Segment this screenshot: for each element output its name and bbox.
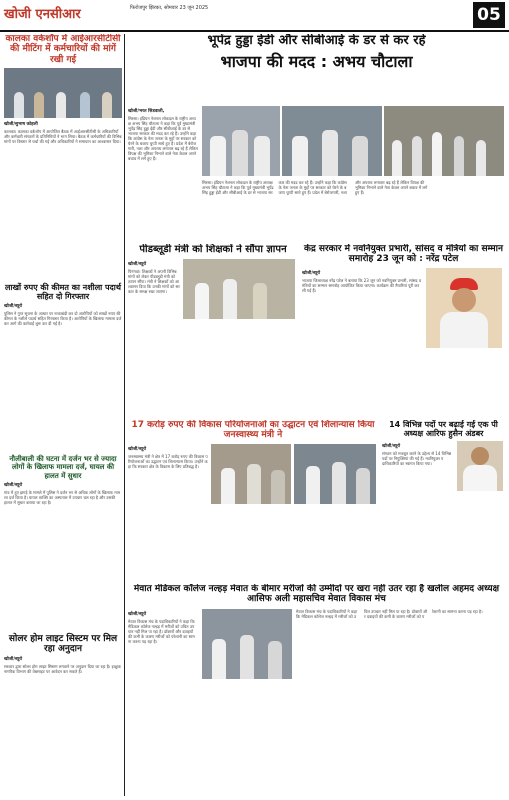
main-headline-block: [128, 34, 505, 104]
left-bottom-text: सरकार द्वारा सोलर होम लाइट सिस्टम लगवाने पर अनुदान दिया जा रहा है। इच्छुक नागरिक विभाग की वेबसाइट पर आवेदन कर सकते हैं।: [4, 664, 121, 675]
medical-headline: मेवात मेडिकल कॉलेज नल्हड़ मेवात के बीमार मरीजों की उम्मीदों पर खरा नहीं उतर रहा है खलील अहमद अध्यक्ष आसिफ अली महासचिव मेवात विकास मंच: [133, 584, 500, 605]
left-bottom-headline: सोलर होम लाइट सिस्टम पर मिल रहा अनुदान: [8, 633, 118, 654]
medical-text: मेवात विकास मंच के पदाधिकारियों ने कहा कि मेडिकल कॉलेज नल्हड़ में मरीजों को उचित उपचार नहीं मिल पा रहा है। डॉक्टरों और दवाइयों की कमी के कारण मरीजों को परेशानी का सामना करना पड़ रहा है।: [128, 618, 195, 644]
left-low-text: गांव में हुए झगड़े के मामले में पुलिस ने दर्जन भर से अधिक लोगों के खिलाफ मामला दर्ज किया है। घायल व्यक्ति का अस्पताल में उपचार चल रहा है और उसकी हालत में सुधार बताया जा रहा है।: [4, 489, 121, 505]
pwd-story: [128, 244, 298, 414]
left-column: [4, 34, 122, 794]
left-top-byline: खोजी/सुभाष कोहली: [4, 122, 38, 128]
left-top-text: कालका। कालका वर्कशॉप में आयोजित बैठक में आईआरसीटीसी के अधिकारियों और कर्मचारी संगठनों के प्रतिनिधियों ने भाग लिया। बैठक में कर्मचारियों की विभिन्न मांगों पर विस्तार से चर्चा की गई और अधिकारियों ने समाधान का आश्वासन दिया।: [4, 129, 122, 145]
right-low-story: [382, 420, 505, 580]
projects-text: जनस्वास्थ्य मंत्री ने क्षेत्र में 17 करोड़ रुपए की विकास परियोजनाओं का उद्घाटन एवं शिलान्यास किया। उन्होंने कहा कि सरकार क्षेत्र के विकास के लिए प्रतिबद्ध है।: [128, 453, 208, 469]
page-number: 05: [473, 2, 505, 28]
main-text: सिरसा। इंडियन नेशनल लोकदल के राष्ट्रीय अध्यक्ष अभय सिंह चौटाला ने कहा कि पूर्व मुख्यमंत्री भूपेंद्र सिंह हुड्डा ईडी और सीबीआई के डर से भाजपा सरकार की मदद कर रहे हैं। उन्होंने कहा कि कांग्रेस के नेता जनता के मुद्दों पर सरकार को घेरने के बजाय चुप्पी साधे हुए हैं। प्रदेश में बेरोजगारी, नशा और अपराध लगातार बढ़ रहे हैं लेकिन विपक्ष की भूमिका निभाने वाले नेता केवल अपने बचाव में लगे हुए हैं।: [128, 116, 198, 161]
left-mid-text: पुलिस ने गुप्त सूचना के आधार पर नाकाबंदी कर दो आरोपियों को लाखों रुपए की कीमत के नशीले पदार्थ सहित गिरफ्तार किया है। आरोपियों के खिलाफ मामला दर्ज कर आगे की कार्रवाई शुरू कर दी गई है।: [4, 311, 122, 327]
kendra-byline: खोजी/ब्यूरो: [302, 270, 321, 276]
main-text-cont: सिरसा। इंडियन नेशनल लोकदल के राष्ट्रीय अध्यक्ष अभय सिंह चौटाला ने कहा कि पूर्व मुख्यमंत्री भूपेंद्र सिंह हुड्डा ईडी और सीबीआई के डर से भाजपा सरकार की मदद कर रहे हैं। उन्होंने कहा कि कांग्रेस के नेता जनता के मुद्दों पर सरकार को घेरने के बजाय चुप्पी साधे हुए हैं। प्रदेश में बेरोजगारी, नशा और अपराध लगातार बढ़ रहे हैं लेकिन विपक्ष की भूमिका निभाने वाले नेता केवल अपने बचाव में लगे हुए हैं।: [202, 180, 428, 195]
left-top-photo: [4, 68, 122, 118]
left-mid-byline: खोजी/ब्यूरो: [4, 304, 23, 310]
left-low-headline: नौलीबाली की घटना में दर्जन भर से ज्यादा लोगों के खिलाफ मामला दर्ज, घायल की हालत में सुधार: [9, 455, 117, 480]
kendra-story: [302, 244, 505, 414]
main-photo-2: [282, 106, 382, 176]
medical-text-cont: मेवात विकास मंच के पदाधिकारियों ने कहा कि मेडिकल कॉलेज नल्हड़ में मरीजों को उचित उपचार नहीं मिल पा रहा है। डॉक्टरों और दवाइयों की कमी के कारण मरीजों को परेशानी का सामना करना पड़ रहा है।: [296, 608, 483, 619]
date-line: फिरोजपुर झिरका, सोमवार 23 जून 2025: [130, 5, 209, 11]
kendra-headline: केंद्र सरकार में नवनियुक्त प्रभारी, सांसद व मंत्रियों का सम्मान समारोह 23 जून को : नरेंद्र पटेल: [304, 244, 503, 265]
right-low-headline: 14 विभिन्न पदों पर बढ़ाई गई एक पी अध्यक्ष आरिफ हुसैन अंडबर: [389, 420, 498, 439]
medical-story: [128, 584, 505, 796]
right-low-byline: खोजी/ब्यूरो: [382, 444, 401, 450]
main-story-col1: [128, 106, 198, 236]
medical-photo-1: [202, 609, 292, 679]
projects-byline: खोजी/ब्यूरो: [128, 446, 147, 452]
main-story-cont: [202, 180, 504, 240]
column-divider: [124, 34, 125, 796]
projects-photo-2: [294, 444, 376, 504]
right-low-portrait: [457, 441, 503, 491]
projects-photo-1: [211, 444, 291, 504]
right-low-text: संगठन को मजबूत करने के उद्देश्य से 14 विभिन्न पदों पर नियुक्तियां की गई हैं। नवनियुक्त पदाधिकारियों का स्वागत किया गया।: [382, 451, 452, 467]
main-byline: खोजी/भरत सिडवाली,: [128, 109, 165, 114]
pwd-byline: खोजी/ब्यूरो: [128, 261, 147, 267]
projects-headline: 17 करोड़ रुपए की विकास परियोजनाओं का उद्घाटन एवं शिलान्यास किया जनस्वास्थ्य मंत्री ने: [131, 420, 375, 441]
pwd-headline: पीडब्लूडी मंत्री को शिक्षकों ने सौंपा ज्ञापन: [139, 244, 287, 255]
kendra-text: भाजपा जिलाध्यक्ष नरेंद्र पटेल ने बताया कि 23 जून को नवनियुक्त प्रभारी, सांसद व मंत्रियों का सम्मान समारोह आयोजित किया जाएगा। कार्यक्रम की तैयारियां पूरी कर ली गई हैं।: [302, 277, 422, 293]
left-mid-headline: लाखों रुपए की कीमत का नशीला पदार्थ सहित दो गिरफ्तार: [5, 283, 121, 302]
main-headline-line2: भाजपा की मदद : अभय चौटाला: [220, 51, 413, 71]
paper-name: खोजी एनसीआर: [4, 7, 81, 22]
left-top-headline: कालका वर्कशॉप में आईआरसीटीसी की मीटिंग में कर्मचारियों की मांगें रखी गई: [5, 34, 121, 65]
medical-byline: खोजी/ब्यूरो: [128, 611, 147, 617]
left-bottom-byline: खोजी/ब्यूरो: [4, 657, 23, 663]
main-photo-1: [202, 106, 280, 176]
main-headline-line1: भूपेंद्र हुड्डा ईडी और सीबीआई के डर से कर रहे: [207, 34, 426, 48]
left-low-byline: खोजी/ब्यूरो: [4, 482, 23, 488]
pwd-text: पिनंगवां। शिक्षकों ने अपनी विभिन्न मांगों को लेकर पीडब्लूडी मंत्री को ज्ञापन सौंपा। मंत्री ने शिक्षकों को आश्वासन दिया कि उनकी मांगों को सरकार के समक्ष रखा जाएगा।: [128, 268, 180, 294]
main-photo-3: [384, 106, 504, 176]
projects-story: [128, 420, 378, 580]
kendra-portrait: [426, 268, 502, 348]
page-header: [0, 0, 509, 32]
pwd-photo: [183, 259, 295, 319]
